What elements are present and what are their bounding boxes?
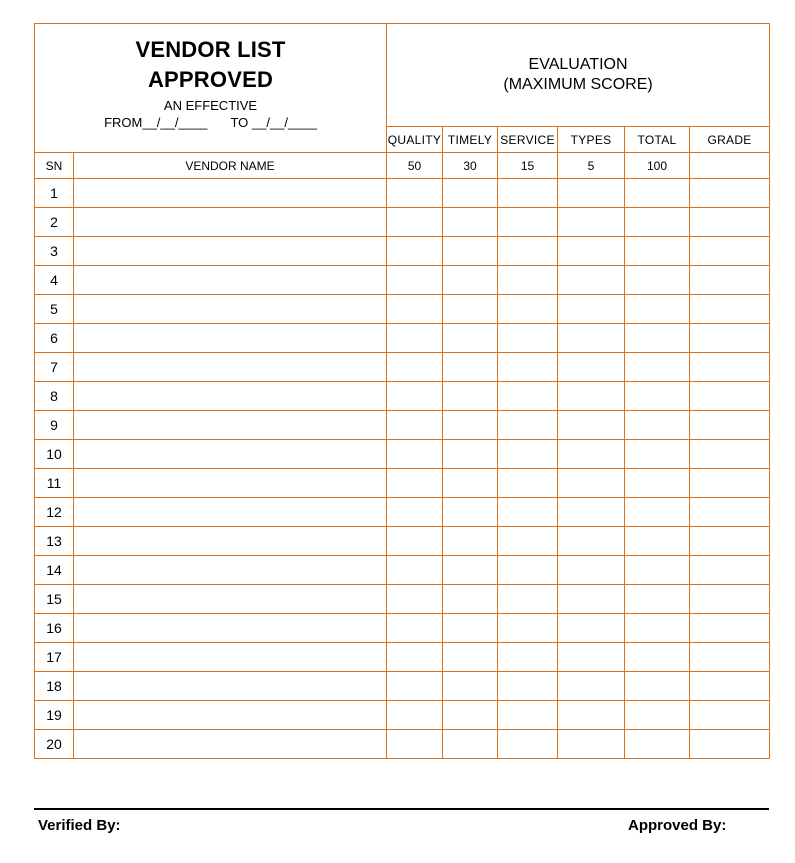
grade-cell[interactable] [690, 643, 770, 672]
maximum-score-label: (MAXIMUM SCORE) [503, 76, 653, 93]
types-cell[interactable] [558, 237, 625, 266]
timely-cell[interactable] [443, 614, 498, 643]
col-header-grade: GRADE [690, 127, 770, 153]
types-cell[interactable] [558, 469, 625, 498]
grade-cell[interactable] [690, 382, 770, 411]
table-row [35, 585, 770, 614]
service-cell[interactable] [498, 498, 558, 527]
grade-cell[interactable] [690, 295, 770, 324]
service-cell[interactable] [498, 730, 558, 759]
timely-cell[interactable] [443, 324, 498, 353]
service-cell[interactable] [498, 701, 558, 730]
max-score-quality: 50 [387, 153, 443, 179]
vendor-name-cell[interactable] [74, 730, 387, 759]
from-date-field[interactable]: FROM__/__/____ [104, 115, 208, 130]
effective-label: AN EFFECTIVE [163, 98, 258, 113]
quality-cell[interactable] [387, 614, 443, 643]
table-row [35, 208, 770, 237]
row-serial-number: 4 [35, 266, 74, 295]
total-cell[interactable] [625, 179, 690, 208]
quality-cell[interactable] [387, 324, 443, 353]
vendor-name-cell[interactable] [74, 179, 387, 208]
table-row [35, 353, 770, 382]
title-cell [35, 24, 387, 153]
timely-cell[interactable] [443, 266, 498, 295]
vendor-name-cell[interactable] [74, 266, 387, 295]
total-cell[interactable] [625, 411, 690, 440]
grade-cell[interactable] [690, 208, 770, 237]
vendor-name-cell[interactable] [74, 527, 387, 556]
timely-cell[interactable] [443, 701, 498, 730]
table-row [35, 614, 770, 643]
table-row [35, 643, 770, 672]
row-serial-number: 13 [35, 527, 74, 556]
total-cell[interactable] [625, 643, 690, 672]
table-row [35, 237, 770, 266]
quality-cell[interactable] [387, 353, 443, 382]
row-serial-number: 9 [35, 411, 74, 440]
types-cell[interactable] [558, 179, 625, 208]
table-row [35, 411, 770, 440]
row-serial-number: 20 [35, 730, 74, 759]
total-cell[interactable] [625, 498, 690, 527]
quality-cell[interactable] [387, 295, 443, 324]
timely-cell[interactable] [443, 208, 498, 237]
total-cell[interactable] [625, 701, 690, 730]
row-serial-number: 7 [35, 353, 74, 382]
total-cell[interactable] [625, 295, 690, 324]
quality-cell[interactable] [387, 643, 443, 672]
service-cell[interactable] [498, 672, 558, 701]
timely-cell[interactable] [443, 179, 498, 208]
total-cell[interactable] [625, 440, 690, 469]
max-score-service: 15 [498, 153, 558, 179]
vendor-name-cell[interactable] [74, 411, 387, 440]
quality-cell[interactable] [387, 527, 443, 556]
service-cell[interactable] [498, 643, 558, 672]
vendor-list-table [34, 23, 770, 759]
table-row [35, 556, 770, 585]
quality-cell[interactable] [387, 498, 443, 527]
col-header-types: TYPES [558, 127, 625, 153]
max-score-total: 100 [625, 153, 690, 179]
vendor-name-cell[interactable] [74, 556, 387, 585]
row-serial-number: 12 [35, 498, 74, 527]
page-title-line2: APPROVED [147, 67, 274, 92]
types-cell[interactable] [558, 614, 625, 643]
grade-cell[interactable] [690, 672, 770, 701]
row-serial-number: 10 [35, 440, 74, 469]
timely-cell[interactable] [443, 556, 498, 585]
timely-cell[interactable] [443, 585, 498, 614]
table-row [35, 295, 770, 324]
service-cell[interactable] [498, 527, 558, 556]
grade-cell[interactable] [690, 730, 770, 759]
timely-cell[interactable] [443, 498, 498, 527]
grade-cell[interactable] [690, 556, 770, 585]
grade-cell[interactable] [690, 353, 770, 382]
grade-cell[interactable] [690, 237, 770, 266]
timely-cell[interactable] [443, 295, 498, 324]
types-cell[interactable] [558, 295, 625, 324]
row-serial-number: 18 [35, 672, 74, 701]
row-serial-number: 16 [35, 614, 74, 643]
service-cell[interactable] [498, 266, 558, 295]
col-header-sn: SN [35, 153, 74, 179]
table-row [35, 498, 770, 527]
vendor-name-cell[interactable] [74, 672, 387, 701]
quality-cell[interactable] [387, 411, 443, 440]
types-cell[interactable] [558, 324, 625, 353]
timely-cell[interactable] [443, 469, 498, 498]
types-cell[interactable] [558, 643, 625, 672]
signature-divider [34, 808, 769, 810]
col-header-timely: TIMELY [443, 127, 498, 153]
types-cell[interactable] [558, 556, 625, 585]
types-cell[interactable] [558, 266, 625, 295]
quality-cell[interactable] [387, 556, 443, 585]
timely-cell[interactable] [443, 382, 498, 411]
vendor-name-cell[interactable] [74, 237, 387, 266]
service-cell[interactable] [498, 585, 558, 614]
quality-cell[interactable] [387, 672, 443, 701]
vendor-name-cell[interactable] [74, 614, 387, 643]
vendor-name-cell[interactable] [74, 498, 387, 527]
timely-cell[interactable] [443, 353, 498, 382]
total-cell[interactable] [625, 672, 690, 701]
table-row [35, 701, 770, 730]
timely-cell[interactable] [443, 527, 498, 556]
quality-cell[interactable] [387, 208, 443, 237]
total-cell[interactable] [625, 556, 690, 585]
timely-cell[interactable] [443, 440, 498, 469]
total-cell[interactable] [625, 527, 690, 556]
service-cell[interactable] [498, 440, 558, 469]
vendor-name-cell[interactable] [74, 469, 387, 498]
grade-cell[interactable] [690, 527, 770, 556]
timely-cell[interactable] [443, 411, 498, 440]
service-cell[interactable] [498, 237, 558, 266]
quality-cell[interactable] [387, 585, 443, 614]
vendor-name-cell[interactable] [74, 295, 387, 324]
table-row [35, 672, 770, 701]
table-row [35, 527, 770, 556]
total-cell[interactable] [625, 237, 690, 266]
timely-cell[interactable] [443, 730, 498, 759]
quality-cell[interactable] [387, 469, 443, 498]
quality-cell[interactable] [387, 382, 443, 411]
vendor-name-cell[interactable] [74, 585, 387, 614]
row-serial-number: 5 [35, 295, 74, 324]
types-cell[interactable] [558, 498, 625, 527]
types-cell[interactable] [558, 527, 625, 556]
types-cell[interactable] [558, 411, 625, 440]
vendor-name-cell[interactable] [74, 382, 387, 411]
total-cell[interactable] [625, 469, 690, 498]
grade-cell[interactable] [690, 701, 770, 730]
row-serial-number: 14 [35, 556, 74, 585]
types-cell[interactable] [558, 701, 625, 730]
timely-cell[interactable] [443, 672, 498, 701]
grade-cell[interactable] [690, 179, 770, 208]
evaluation-header [387, 24, 770, 127]
service-cell[interactable] [498, 208, 558, 237]
vendor-name-cell[interactable] [74, 324, 387, 353]
quality-cell[interactable] [387, 701, 443, 730]
vendor-name-cell[interactable] [74, 353, 387, 382]
quality-cell[interactable] [387, 237, 443, 266]
quality-cell[interactable] [387, 440, 443, 469]
evaluation-title: EVALUATION [528, 56, 628, 73]
row-serial-number: 6 [35, 324, 74, 353]
max-score-timely: 30 [443, 153, 498, 179]
grade-cell[interactable] [690, 498, 770, 527]
table-row [35, 324, 770, 353]
grade-cell[interactable] [690, 440, 770, 469]
row-serial-number: 15 [35, 585, 74, 614]
row-serial-number: 19 [35, 701, 74, 730]
service-cell[interactable] [498, 411, 558, 440]
verified-by-label: Verified By: [38, 817, 121, 834]
date-range [35, 114, 386, 132]
col-header-total: TOTAL [625, 127, 690, 153]
grade-cell[interactable] [690, 324, 770, 353]
timely-cell[interactable] [443, 237, 498, 266]
grade-cell[interactable] [690, 266, 770, 295]
row-serial-number: 11 [35, 469, 74, 498]
col-header-quality: QUALITY [387, 127, 443, 153]
total-cell[interactable] [625, 324, 690, 353]
total-cell[interactable] [625, 208, 690, 237]
vendor-name-cell[interactable] [74, 701, 387, 730]
types-cell[interactable] [558, 672, 625, 701]
service-cell[interactable] [498, 179, 558, 208]
types-cell[interactable] [558, 353, 625, 382]
types-cell[interactable] [558, 382, 625, 411]
table-row [35, 440, 770, 469]
grade-cell[interactable] [690, 585, 770, 614]
vendor-name-cell[interactable] [74, 440, 387, 469]
quality-cell[interactable] [387, 266, 443, 295]
col-header-service: SERVICE [498, 127, 558, 153]
max-score-types: 5 [558, 153, 625, 179]
table-row [35, 266, 770, 295]
table-row [35, 730, 770, 759]
service-cell[interactable] [498, 324, 558, 353]
row-serial-number: 1 [35, 179, 74, 208]
approved-by-label: Approved By: [628, 817, 727, 834]
types-cell[interactable] [558, 208, 625, 237]
total-cell[interactable] [625, 382, 690, 411]
table-row [35, 382, 770, 411]
service-cell[interactable] [498, 469, 558, 498]
service-cell[interactable] [498, 382, 558, 411]
row-serial-number: 8 [35, 382, 74, 411]
vendor-name-cell[interactable] [74, 208, 387, 237]
max-score-grade [690, 153, 770, 179]
grade-cell[interactable] [690, 411, 770, 440]
total-cell[interactable] [625, 353, 690, 382]
total-cell[interactable] [625, 266, 690, 295]
to-date-field[interactable]: TO __/__/____ [230, 115, 317, 130]
service-cell[interactable] [498, 556, 558, 585]
types-cell[interactable] [558, 440, 625, 469]
total-cell[interactable] [625, 614, 690, 643]
grade-cell[interactable] [690, 469, 770, 498]
row-serial-number: 3 [35, 237, 74, 266]
row-serial-number: 2 [35, 208, 74, 237]
total-cell[interactable] [625, 585, 690, 614]
vendor-name-cell[interactable] [74, 643, 387, 672]
service-cell[interactable] [498, 353, 558, 382]
col-header-vendor-name: VENDOR NAME [74, 153, 387, 179]
types-cell[interactable] [558, 730, 625, 759]
table-row [35, 179, 770, 208]
types-cell[interactable] [558, 585, 625, 614]
page-title-line1: VENDOR LIST [135, 37, 286, 62]
quality-cell[interactable] [387, 179, 443, 208]
row-serial-number: 17 [35, 643, 74, 672]
timely-cell[interactable] [443, 643, 498, 672]
service-cell[interactable] [498, 295, 558, 324]
service-cell[interactable] [498, 614, 558, 643]
total-cell[interactable] [625, 730, 690, 759]
table-row [35, 469, 770, 498]
grade-cell[interactable] [690, 614, 770, 643]
quality-cell[interactable] [387, 730, 443, 759]
